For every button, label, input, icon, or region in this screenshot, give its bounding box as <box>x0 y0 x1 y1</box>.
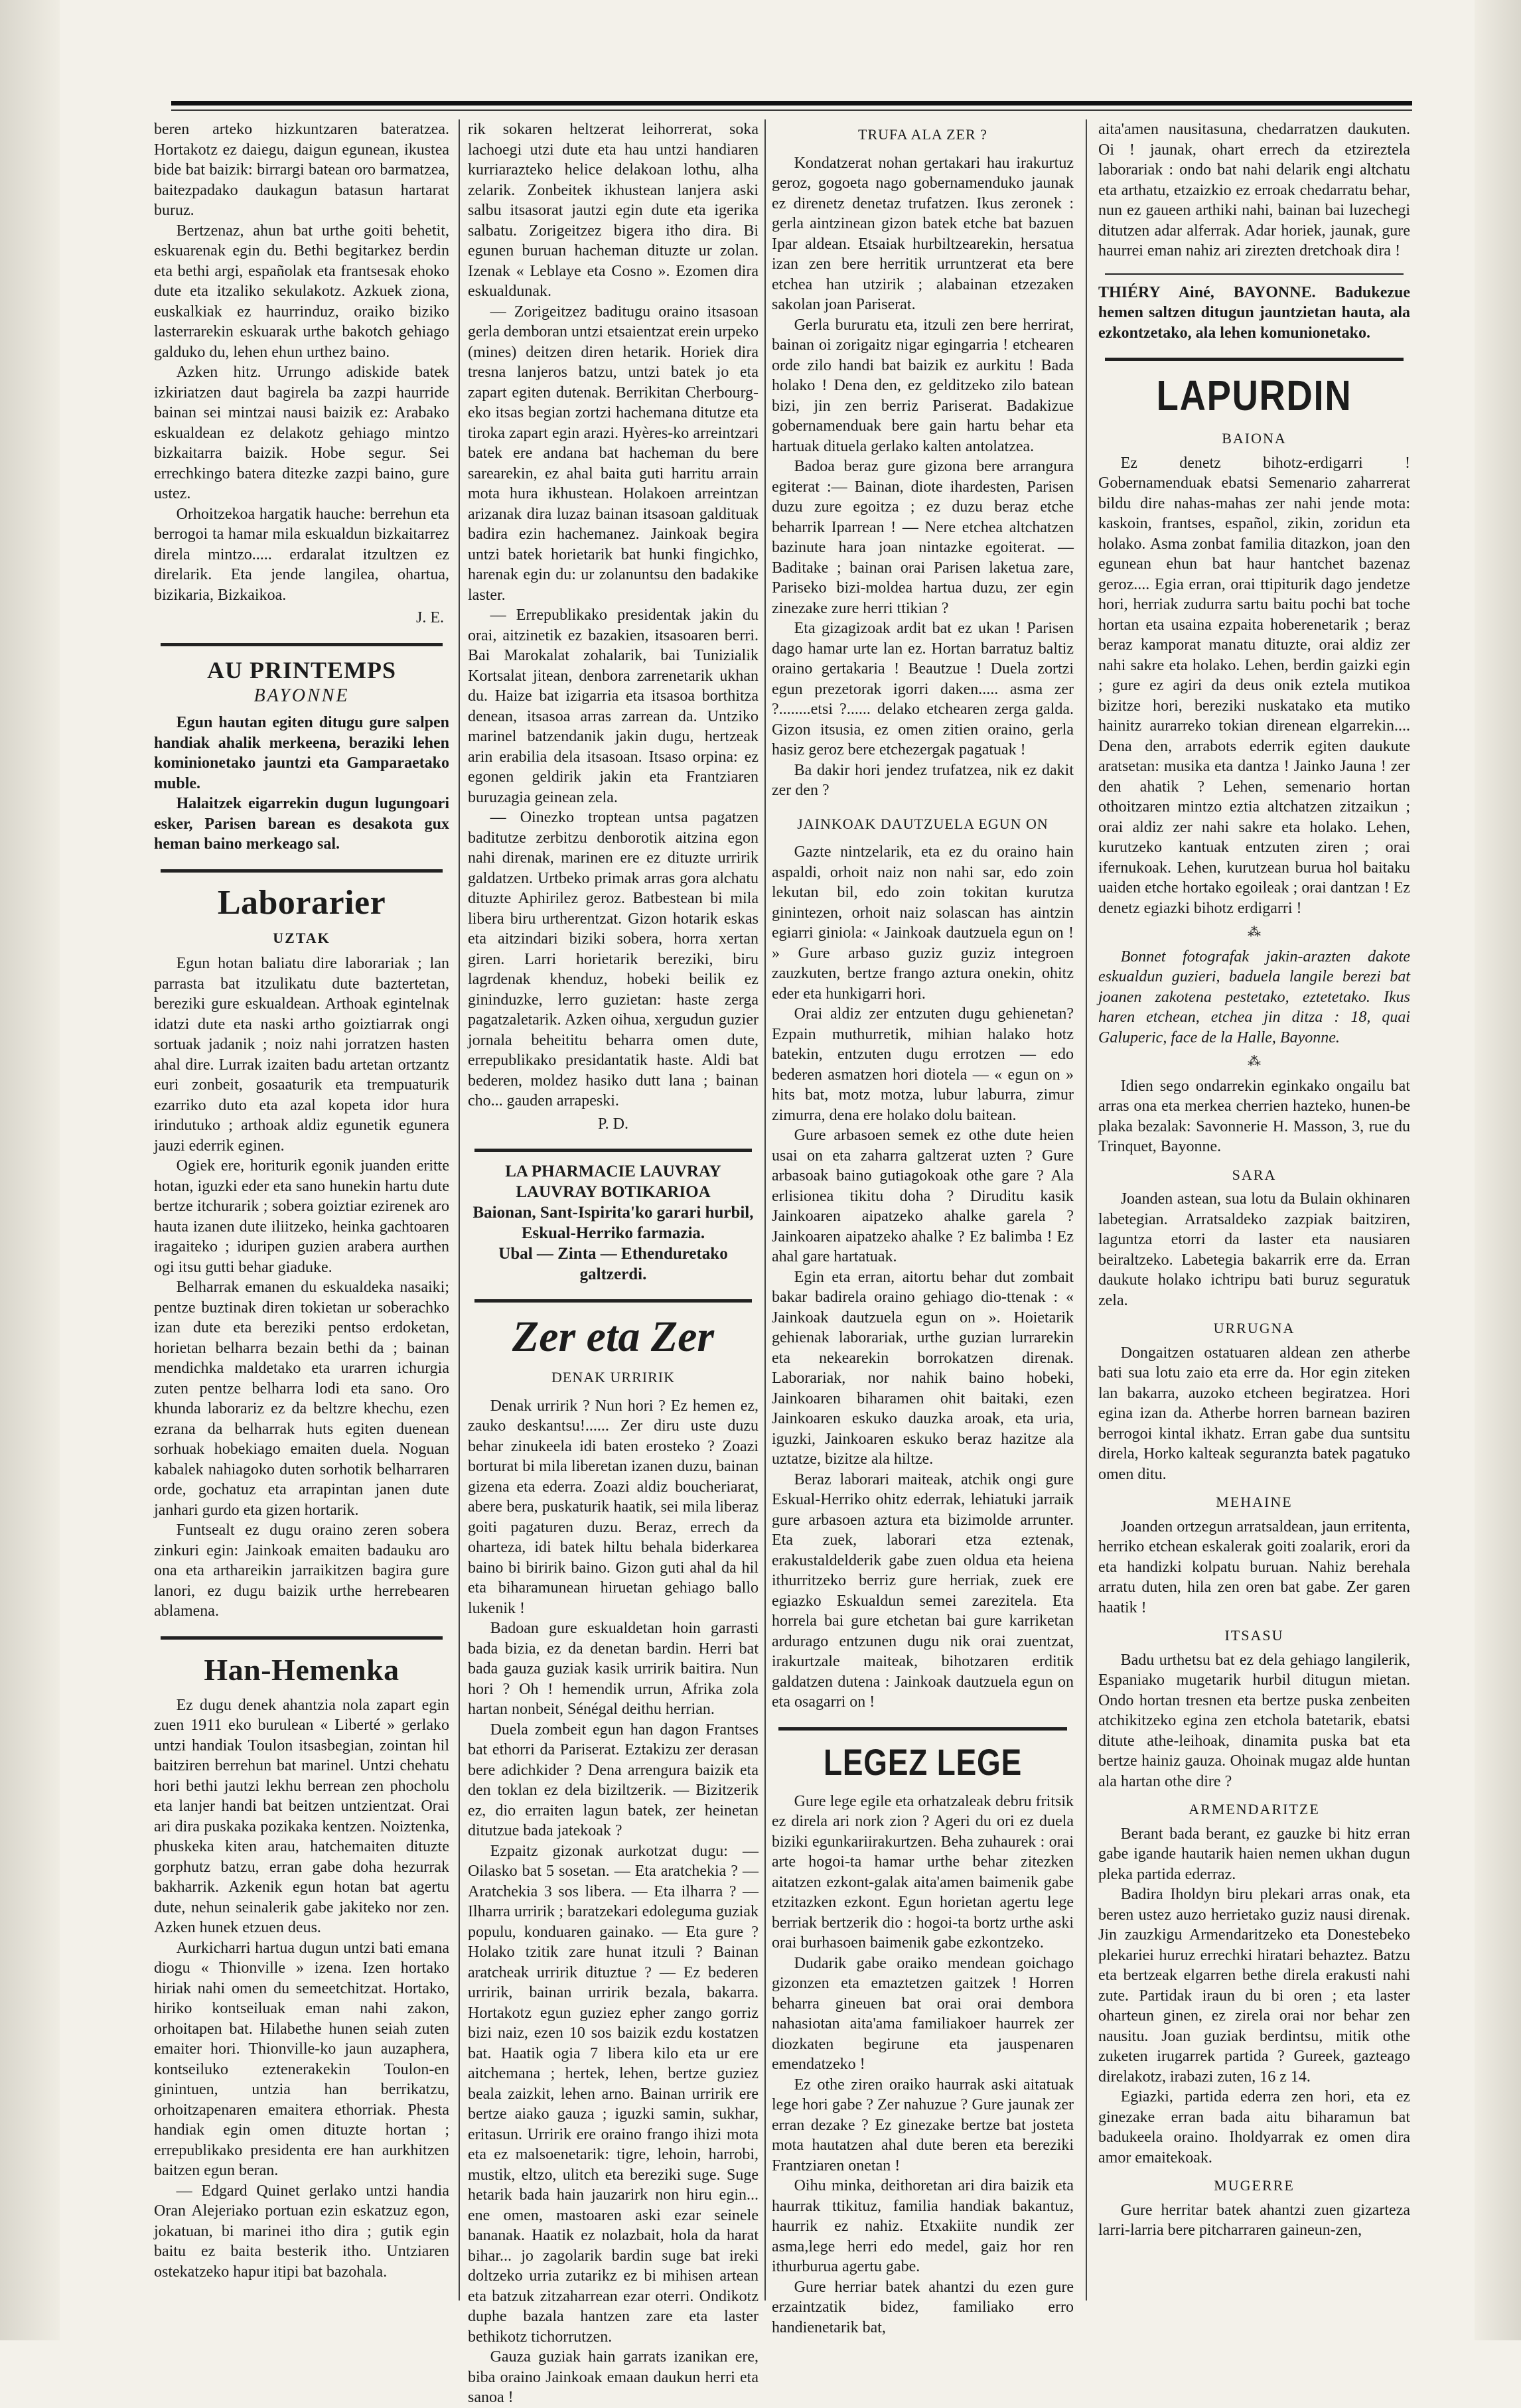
article-paragraph: Orai aldiz zer entzuten dugu gehienetan? Ezpain muthurretik, mihian halako hotz batekin, entzuten dugu errotzen — edo bederen asmatzen hori diotela — « egun on » hits bat, motz motza, lubur laburra, zimur zimurra, dena ere holako dolu baitean. <box>772 1005 1074 1124</box>
top-rule-thick <box>171 101 1412 106</box>
section-heading-legez-lege: LEGEZ LEGE <box>823 1740 1023 1783</box>
article-paragraph: beren arteko hizkuntzaren bateratzea. Hortakotz ez daiegu, daigun egunean, ikustea bide bat baizik: birrargi batean oro barmatzea, baitezpadako daukagun batasun hartarat buruz. <box>154 121 449 219</box>
bonnet-ad: Bonnet fotografak jakin-arazten dakote eskualdun guzieri, baduela langile berezi bat joanen zakotena pestetako, eztetetako. Ikus haren etchean, etchea jin ditza : 18, quai Galuperic, face de la Halle, Bayonne. <box>1098 948 1410 1046</box>
article-paragraph: Orhoitzekoa hargatik hauche: berrehun eta berrogoi ta hamar mila eskualdun bizkaitarrez direla mintzo..... erdaralat itzultzen ez direlarik. Eta jende langilea, ohartua, bizikaria, Bizkaikoa. <box>154 505 449 604</box>
article-signature: P. D. <box>597 1115 629 1133</box>
article-paragraph: Gure arbasoen semek ez othe dute heien usai on eta zaharra galtzerat uzten ? Gure arbasoak baino gutiagokoak othe gare ? Ala erlisionea tikitu doha ? Diruditu kasik Jainkoaren aipatzeko ahalke garela ? Jainkoaren aipatzeko ahalke ? Ez balimba ! Ez ahal gare hartatuak. <box>772 1127 1074 1265</box>
article-paragraph: Gure herritar batek ahantzi zuen gizarteza larri-larria bere pitcharraren gaineun-zen, <box>1098 2201 1410 2239</box>
article-paragraph: Joanden astean, sua lotu da Bulain okhinaren labetegian. Arratsaldeko zazpiak baitziren, laguntza etorri da laster eta nausiaren beiraltzeko. Labetegia bakarrik erre da. Erran daukute holako ichtripu bati buruz seguratuk zela. <box>1098 1190 1410 1309</box>
section-heading-lapurdin: LAPURDIN <box>1156 372 1352 419</box>
column-divider-3 <box>1086 119 1087 2301</box>
article-paragraph: Egin eta erran, aitortu behar dut zombait bakar badirela oraino gehiago dio-ttenak : « Jainkoak dautzuela egun on ». Hoietarik gehienak laborariak, urthe guzian lurrarekin eta nekearekin borrokatzen direnak. Laborariak, nor nahik baino hobeki, Jainkoaren biharamen ohit baitaki, ezen Jainkoaren eskuko dauzka aroak, eta uria, iguzki, Jainkoaren eskuko beraz hazitze ala uztatze, bizitze ala hiltze. <box>772 1268 1074 1468</box>
article-paragraph: Ezpaitz gizonak aurkotzat dugu: — Oilasko bat 5 sosetan. — Eta aratchekia ? — Aratchekia 3 sos libera. — Eta ilharra ? — Ilharra urririk ; baratzekari edolegumа guziak populu, konduaren gainako. — Eta gure ? Holako tzitik zare hunat itzuli ? Bainan aratcheak urririk dituztue ? — Ez bederen urririk, bainan urririk bezala, bakarra. Hortakotz egun guziez epher zango gorriz bizi naiz, ezen 10 sos baizik ezdu kostatzen bat. Haatik ogia 7 libera kilo eta ur ere aitchemana ; hertek, lehen, bertze guziez beala zaizkit, lehen arno. Bainan urririk ere bertze aiako gauza ; iguzki samin, sukhar, eritasun. Urririk ere oraino frango ihizi mota eta ez malsoenetarik: tigre, lehoin, harrobi, mustik, eltzo, ulitch eta bereziki suge. Suge hetarik bada hain jauzarirk non hiru egin... ene omen, mastoaren aski ezar seinele bananak. Haatik ez nolazbait, hola da harat bihar... jo zagolarik bardin suge bat ireki doltzeko urria zutarikz ez bi mihisen artean eta batzuk zitzaharrean ezar oterri. Ondikotz duphe bazala hantzen zare eta laster bethikotz tichorrutzen. <box>468 1842 759 2346</box>
thiery-ad: THIÉRY Ainé, BAYONNE. Badukezue hemen saltzen ditugun jauntzietan hauta, ala ezkontzetako, ala lehen komunionetako. <box>1098 283 1410 342</box>
pharmacy-ad-line: Eskual-Herriko farmazia. <box>521 1224 705 1242</box>
article-paragraph: rik sokaren heltzerat leihorrerat, soka lachoegi utzi dute eta hau untzi handiaren kurriarazteko helice delakoan lothu, alha zelarik. Zonbeitek ikhustean lanjera aski salbu itsasorat jautzi egin dute eta igerika salbatu. Zorigeitzez bigera itho dira. Bi egunen buruan hacheman dituzte ur zolan. Izenak « Leblaye eta Cosno ». Ezomen dira eskualdunak. <box>468 121 759 300</box>
article-paragraph: Ez denetz bihotz-erdigarri ! Gobernamenduak ebatsi Semenario zaharrerat bildu dire nahas-mahas zer nahi jende mota: kaskoin, frantses, español, zikin, zoridun eta holako. Asma zonbat familia ditazkon, joan den egunean ehun bat haur hantchet bazenaz geroz.... Egia erran, orai ttipiturik dago jendetze hori, herriak zudurra sartu baitu pochi bat toche hortan eta usaina ezpaita hoberenetarik ; beraz beraz kamporat manatu dituzte, orai aldiz zer nahi sakre eta holako. Lehen, berdin gaizki egin ; gure ez agiri da deus onik eztela mutikoa bizitze hori, bereziki nuskatako eta mutiko hainitz aurarreko tokian direnean elgarrekin.... Dena den, arrabots ederrik egiten daukute aratsetan: musika eta dantza ! Jainko Jauna ! zer den ahatik ? Lehen, semenario hortan othoitzaren mintzo eztia altchatzen zitzaikun ; orai aldiz zer nahi sakre eta holako. Lehen, kurutzeko kantuak entzuten ziren ; orai ifernukoak. Lehen, kurutzean burua hol baitaku uaiden etche hortako egoileak ; orai dantzan ! Ez denetz egiazki bihotz erdigarri ! <box>1098 454 1410 917</box>
article-paragraph: Badira Iholdyn biru plekari arras onak, eta beren ustez auzo herrietako guziz nausi direnak. Jin zauzkigu Armendaritzeko eta Donestebeko plekariei huruz errechki hiratari behaztez. Batzu eta bertzeak elgarren bethe direla erakusti nahi zute. Partidak iraun du bi oren ; eta laster oharteun ginen, ez zirela orai nor behar zen nausitu. Joan guziak berdintsu, mitik othe zuketen irugarrek partida ? Gureek, gazteago direlakotz, irabazi zuten, 16 z 14. <box>1098 1886 1410 2086</box>
article-paragraph: Kondatzerat nohan gertakari hau irakurtuz geroz, gogoeta nago gobernamenduko jaunak ez direnetz denetaz trufatzen. Ikus zeronek : gerla aintzinean gizon batek etche bat bazuen Ipar aldean. Etsaiak hurbiltzearekin, hersatua izan zen bere herritik urruntzerat eta bere etchea han utzirik ; alabainan etzezaken sakolan joan Pariserat. <box>772 154 1074 313</box>
place-heading: MEHAINE <box>1216 1494 1293 1510</box>
article-paragraph: Egun hotan baliatu dire laborariak ; lan parrasta bat itzulikatu dute baztertetan, bereziki gure eskualdean. Arthoak egintelnak idatzi dute eta naski artho goiztiarrak ongi sortuak jadanik ; noiz nahi jorratzen hasten ahal dire. Lurrak izaiten badu artetan ortzantz euri zonbeit, gosaaturik eta trempuaturik ezarriko duto eta azal kopeta idor hura irindutuko ; arthoak aldiz egunetik egunera jauzi ederrik eginen. <box>154 955 449 1155</box>
article-paragraph: Dongaitzen ostatuaren aldean zen atherbe bati sua lotu zaio eta erre da. Hor egin ziteken lan bakarra, auzoko etcheen begiratzea. Hori egina izan da. Atherbe horren barnean baziren berrogoi kintal ikhatz. Erran gabe dua suntsitu direla, Horko kalteak seguranzta batek pagatuko omen ditu. <box>1098 1344 1410 1483</box>
article-paragraph: — Errepublikako presidentak jakin du orai, aitzinetik ez bazakien, itsasoaren berri. Bai Marokalat zohalarik, bai Tunizialik Kortsalat jitean, denbora zarrenetarik ukhan du. Haize bat izigarria eta itsasoa borthitza denean, itsasoa arras zarrean da. Untziko marinel batzendanik jakin dugu, hertzeak arin erabilia dela itsasoan. Itsaso orpina: ez egonen geldirik jakin eta Frantziaren buruzagia geinean zela. <box>468 606 759 806</box>
separator-asterism: ⁂ <box>1248 1054 1261 1069</box>
section-subheading: JAINKOAK DAUTZUELA EGUN ON <box>797 815 1049 832</box>
article-paragraph: Azken hitz. Urrungo adiskide batek izkiriatzen daut bagirela ba zazpi haurride bainan sei mintzai nausi baizik ez: Arabako eskualdean ez delakotz gehiago mintzo bizkaitarra baizik. Hobe segur. Sei errechkingo batera ditezke zazpi baino, gure ustez. <box>154 364 449 502</box>
column-4 <box>1098 119 1410 2301</box>
pharmacy-ad-line: LAUVRAY BOTIKARIOA <box>516 1183 711 1201</box>
column-2 <box>468 119 759 2406</box>
article-paragraph: — Oinezko troptean untsa pagatzen baditutze zerbitzu denborotik aitzina egon nahi direnak, marinen ere ez dituzte urririk galdatzen. Urtbeko primak arras gora alchatu dituzte Aphirilez geroz. Batbestean bi mila libera biru urtherentzat. Gizon hotarik eskas eta aitzindari biziki sobera, horra xertan giren. Larri horietarik bereziki, biru lagrdenak khenduz, hobeki beilik ez gininduzke, lerro guzietan: haste zerga pagatzaletarik. Azken oihua, xergudun guzier jornala beheititu beharra omen dute, errepublikako presidantatik haste. Aldi bat bederen, moldez hasiko dutt lana ; bainan cho... gauden arrapeski. <box>468 809 759 1109</box>
ad-city: BAYONNE <box>254 685 350 706</box>
pharmacy-ad-line: Baionan, Sant-Ispirita'ko garari hurbil, <box>472 1204 754 1222</box>
article-paragraph: Eta gizagizoak ardit bat ez ukan ! Parisen dago hamar urte lan ez. Hortan barratuz baltiz oraino gertakaria ! Beautzue ! Duela zortzi egun prezetorak igorri daken..... asma zer ?........etsi ?...... delako etchearen zerga galda. Gizon itsusia, ez omen zitien oraino, gerla hasiz geroz bere etchezergak pagatuak ! <box>772 620 1074 758</box>
article-paragraph: Duela zombeit egun han dagon Frantses bat ethorri da Pariserat. Eztakizu zer derasan bere adichkider ? Dena arrengura baizik eta den toklan ez dela biziltzerik. — Bizitzerik ez, dio erraiten lagun batek, zer heinetan ditutzue bada jatekoak ? <box>468 1721 759 1839</box>
article-paragraph: Funtsealt ez dugu oraino zeren sobera zinkuri egin: Jainkoak emaiten badauku aro ona eta arthareikin jarraikitzen bagira gure lanori, ez dugu baizik urthe herrebearen ablamena. <box>154 1522 449 1620</box>
masson-ad: Idien sego ondarrekin eginkako ongailu bat arras ona eta merkea cherrien hazteko, hunen-be plaka bezalak: Savonnerie H. Masson, 3, rue du Trinquet, Bayonne. <box>1098 1077 1410 1155</box>
place-heading: BAIONA <box>1222 430 1287 447</box>
article-paragraph: Badoan gure eskualdetan hoin garrasti bada bizia, ez da denetan bardin. Herri bat bada gauza guziak kasik urririk baitira. Nun hori ? Oh ! hemendik urrun, Afrika zola hartan nonbeit, Sénégal deithu herrian. <box>468 1620 759 1718</box>
article-paragraph: Gerla bururatu eta, itzuli zen bere herrirat, bainan oi zorigaitz nigar egingarria ! etchearen orde zilo handi bat baizik ez aurkitu ! Bada holako ! Dena den, ez gelditzeko zilo batean bizi, jin zen berriz Pariserat. Badakizue gobernamenduak bere gain hartu behar eta hartuak dituela gerlako kalten antolatzea. <box>772 316 1074 455</box>
column-divider-1 <box>459 119 460 2301</box>
pharmacy-ad-line: LA PHARMACIE LAUVRAY <box>505 1163 721 1180</box>
section-rule <box>1105 273 1404 275</box>
place-heading: SARA <box>1232 1166 1277 1183</box>
section-heading-laborarier: Laborarier <box>217 883 386 922</box>
article-paragraph: Belharrak emanen du eskualdeka nasaiki; pentze buztinak diren tokietan ur soberachko izan dute eta bereziki pentso erdoketan, horietan belharra bezain bethi da ; bainan mendichka maldetako eta urarren ichurgia zuten pentze belharra lodi eta sano. Oro khunda laborariz ez da beltzre khechu, ezen ezrana da belharrak huts egiten duenean sorhuak hobekiago emaiten duela. Noguan kabalek nahiagoko duten sorhotik belharraren orde, gochatuz eta arrapintan janen dute janhari gurdo eta gizen hortarik. <box>154 1279 449 1519</box>
article-paragraph: Badoa beraz gure gizona bere arrangura egiterat :— Bainan, diote ihardesten, Parisen duzu zure egoitza ; ez duzu beraz etche beharrik Iparrean ! — Nere etchea altchatzen bazinute hara joan nintazke egoiterat. — Baditake ; bainan orai Parisen laketua zare, Pariseko bizi-moldea hartua duzu, zer egin zinezake zure herri ttikian ? <box>772 458 1074 617</box>
column-divider-2 <box>764 119 766 2301</box>
article-signature: J. E. <box>416 609 444 626</box>
article-paragraph: — Zorigeitzez baditugu oraino itsasoan gerla demboran untzi etsaientzat erein urpeko (mines) deitzen diren hetarik. Horiek dira tresna lanjeros batzu, untzi batek jo eta zapart egiten dutenak. Berrikitan Cherbourg-eko itsas begian zortzi hachemana ditutze eta tiroka zapart egin arazi. Hyères-ko arreintzari batek ere andana bat hacheman du bere sarearekin, ez ahal baita guti harritu arrain mota hura ikhustean. Holakoen arreintzan arizanak dira luzaz bainan itsasoan galdituak badira ezin hachemanez. Jainkoak begira untzi batek horietarik bat hunki fingichko, harenak egin du: ur zolanuntsu den badakike laster. <box>468 303 759 604</box>
article-paragraph: Oihu minka, deithoretan ari dira baizik eta haurrak ttikituz, familia handiak bakantuz, haurrik ez nahiz. Etxakiite nundik zer asma,lege herri edo medel, gaiz hor ren ithurburua agertu gabe. <box>772 2177 1074 2275</box>
ad-text: Egun hautan egiten ditugu gure salpen handiak ahalik merkeena, beraziki lehen kominionetako jauntzi eta Gamparaetako muble. <box>154 714 449 792</box>
article-paragraph: Ez dugu denek ahantzia nola zapart egin zuen 1911 eko burulean « Liberté » gerlako untzi handiak Toulon itsasbegian, zointan hil baitziren berrehun bat marinel. Untzi chehatu hori bethi jautzi lekhu berrean zen phocholu eta lanjer handi bat beitzen untzientzat. Orai ari dira puskaka pozikaka kentzen. Noiztenka, phuskeka kiten arau, hatchemaiten dituzte gorphutz batzu, erran gabe doha hezurrak bakharrik. Azkenik egun hotan bat agertu dute, nehun seinalerik gabe jakiteko nor zen. Azken hunek etzuen deus. <box>154 1696 449 1936</box>
section-heading-han-hemenka: Han-Hemenka <box>204 1652 399 1687</box>
article-paragraph: Beraz laborari maiteak, atchik ongi gure Eskual-Herriko ohitz ederrak, lehiatuki jarraik gure arbasoen aztura eta bizimolde arrunter. Eta zuek, laborari etza eztenak, erakustaldelderik gabe zuen oldua eta heiena ithurritzeko berriz gure herriak, zuek ere egiazko Eskualdun semei zarezitela. Eta horrela bai gure etchetan bai gure karriketan ardurago entzunen dugu nik orai zuentzat, irakurtzale maiteak, bihotzaren erditik galdatzen dutena : Jainkoak dautzuela egun on eta osagarri on ! <box>772 1470 1074 1711</box>
left-page-margin <box>0 0 60 2340</box>
article-paragraph: Badu urthetsu bat ez dela gehiago langilerik, Espaniako mugetarik hurbil ditugun mietan. Ondo hortan tresnen eta bertze puska zenbeiten atchikitzeko egina zen etchola batetarik, ebatsi ditute athe-leihoak, dinamita puska bat eta bertze hainiz gauza. Ohoinak mugaz alde huntan ala hartan othe dire ? <box>1098 1651 1410 1790</box>
section-subheading: UZTAK <box>273 929 330 946</box>
article-paragraph: Gure lege egile eta orhatzaleak debru fritsik ez direla ari nork zion ? Ageri du ori ez duela biziki egunkariirakurtzen. Beha zuhaurek : orai arte hogoi-ta hamar urthe behar zitezken aitatzen ezkont-galak aita'amen baimenik gabe etzitazken ezkont. Egun horietan agertu lege berriak bertzerik dio : hogoi-ta bortz urthe aski orai burhasoen baimenik gabe ezkontzeko. <box>772 1792 1074 1951</box>
article-paragraph: Ba dakir hori jendez trufatzea, nik ez dakit zer den ? <box>772 761 1074 799</box>
article-paragraph: Gure herriar batek ahantzi du ezen gure erzaintzatik bidez, familiako erro handienetarik bat, <box>772 2278 1074 2336</box>
article-paragraph: Gauza guziak hain garrats izanikan ere, biba oraino Jainkoak emaan daukun herri eta sanoa ! <box>468 2348 759 2406</box>
article-paragraph: — Edgard Quinet gerlako untzi handia Oran Alejeriako portuan ezin eskatzuz egon, jokatuan, bi marinei itho dira ; gutik egin baitu ez baita besterik itho. Untziaren ostekatzeko hapur itipi bat bazohala. <box>154 2182 449 2281</box>
article-paragraph: Aurkicharri hartua dugun untzi bati emana diogu « Thionville » izena. Izen hortako hiriak nahi omen du semeetchitzat. Hortako, hiriko kontseiluak eman nahi zakon, orhoitapen bat. Hilabethe hunen seiah zuten emaiter hori. Thionville-ko jaun auzaphera, kontseiluko eztenerakekin Toulon-en ginintuen, untzia han berrikatzu, orhoitzapenaren emaitera ethorriak. Phesta handiak egin omen dituzte hortan ; errepublikako presidenta ere han aurkhitzen baitzen egun beran. <box>154 1939 449 2179</box>
column-3 <box>772 119 1074 2336</box>
place-heading: ITSASU <box>1224 1627 1284 1644</box>
separator-asterism: ⁂ <box>1248 925 1261 940</box>
place-heading: URRUGNA <box>1213 1320 1295 1336</box>
article-paragraph: Berant bada berant, ez gauzke bi hitz erran gabe igande hautarik haien nemen ukhan dugun pleka partida ederraz. <box>1098 1825 1410 1883</box>
article-paragraph: Dudarik gabe oraiko mendean goichago gizonzen eta emaztetzen gaitzek ! Horren beharra gineuen bat orai orai dembora nahasiotan aita'ama familiakoer haurrek zer diozkaten begirune eta jauspenaren emendatzeko ! <box>772 1954 1074 2073</box>
article-paragraph: Bertzenaz, ahun bat urthe goiti behetit, eskuarenak egin du. Bethi begitarkez berdin eta bethi argi, españolak eta frantsesak ehoko dute eta itzaliko sekulakotz. Azkuek ziona, euskalkiak ez haurrinduz, oraiko biziko lasterrarekin eskuarak urthe bakotch gehiago galduko du, lehen ehun urthez baino. <box>154 222 449 361</box>
section-subheading: DENAK URRIRIK <box>551 1369 675 1385</box>
pharmacy-ad-line: Ubal — Zinta — Ethenduretako <box>498 1245 728 1263</box>
article-paragraph: Joanden ortzegun arratsaldean, jaun erritenta, herriko etchean eskalerak goiti zoalarik, erori da eta handizki kolpatu buruan. Nahiz berehala arratu duten, hila zen oren bat gabe. Zer garen haatik ! <box>1098 1518 1410 1616</box>
article-paragraph: Ez othe ziren oraiko haurrak aski aitatuak lege hori gabe ? Zer nahuzue ? Gure jaunak zer erran dezake ? Ez ginezake bertze bat josteta mota hautatzen ahal dute beren eta bereziki Frantziaren onetan ! <box>772 2076 1074 2174</box>
section-subheading: TRUFA ALA ZER ? <box>858 126 987 143</box>
right-page-margin <box>1475 0 1521 2340</box>
article-paragraph: Ogiek ere, horiturik egonik juanden eritte hotan, iguzki eder eta sano hunekin hartu dute bertze itchurarik ; sobera goiztiar ezirenek aro hauta izanen dute iliitzeko, heinka gachtoaren iragaiteko ; iduripen guzien arabera aurthen ogi itsu gutti behar giaduke. <box>154 1157 449 1276</box>
column-1 <box>154 119 449 2301</box>
pharmacy-ad-line: galtzerdi. <box>579 1265 647 1283</box>
section-rule <box>474 1299 752 1303</box>
ad-text: Halaitzek eigarrekin dugun lugungoari esker, Parisen barean es desakota gux heman baino merkeago sal. <box>154 795 449 853</box>
section-heading-zer-eta-zer: Zer eta Zer <box>512 1312 715 1361</box>
place-heading: ARMENDARITZE <box>1189 1801 1320 1817</box>
article-paragraph: Gazte nintzelarik, eta ez du oraino hain aspaldi, orhoit naiz non nahi sar, edo zoin lekutan bil, edo zoin tokitan kurutza ginintezen, orhoit naiz solascan has aintzin egiarri giniola: « Jainkoak dautzuela egun on ! » Gure arbaso guziz guziz integroen zauzkuten, bertze frango aztura onekin, ohitz eder eta hunkigarri hori. <box>772 843 1074 1003</box>
section-rule <box>161 869 443 873</box>
section-rule <box>161 643 443 646</box>
section-rule <box>778 1727 1067 1731</box>
section-rule <box>161 1636 443 1640</box>
ad-title: AU PRINTEMPS <box>206 656 396 683</box>
place-heading: MUGERRE <box>1214 2177 1295 2194</box>
article-paragraph: Egiazki, partida ederra zen hori, eta ez ginezake erran bada aitu biharamun bat badukeela oraino. Iholdyarrak ez omen dira amor emaitekoak. <box>1098 2088 1410 2166</box>
top-rule-thin <box>171 109 1412 111</box>
article-paragraph: Denak urririk ? Nun hori ? Ez hemen ez, zauko deskantsu!...... Zer diru uste duzu behar zinukeela idi baten erosteko ? Zoazi borturat bi mila liberetan izanen duzu, bainan gizena eta ederra. Zoazi aldiz boucheriarat, abere bera, puskaturik haatik, sei mila liberaz goiti pagaturen duzu. Beraz, errech da oharteza, idi batek hiltu behala biderkarea baino bi biririk baino. Gizon guti ahal da hil eta biharamunean hiruetan gehiago ballo lukenik ! <box>468 1397 759 1617</box>
section-rule <box>474 1149 752 1152</box>
section-rule <box>1105 358 1404 361</box>
article-paragraph: aita'amen nausitasuna, chedarratzen daukuten. Oi ! jaunak, ohart errech da etzireztela laborariak : ondo bat nahi delarik engi altchatu eta arthatu, etzaizkio ez erroak chedarratu behar, nun ez gaueen arthiki nahi, bainan bai luzechegi ditutzen adar alferrak. Adar horiek, jaunak, gure haurrei eman nahiz ari zirezten dretchoak dira ! <box>1098 121 1410 259</box>
